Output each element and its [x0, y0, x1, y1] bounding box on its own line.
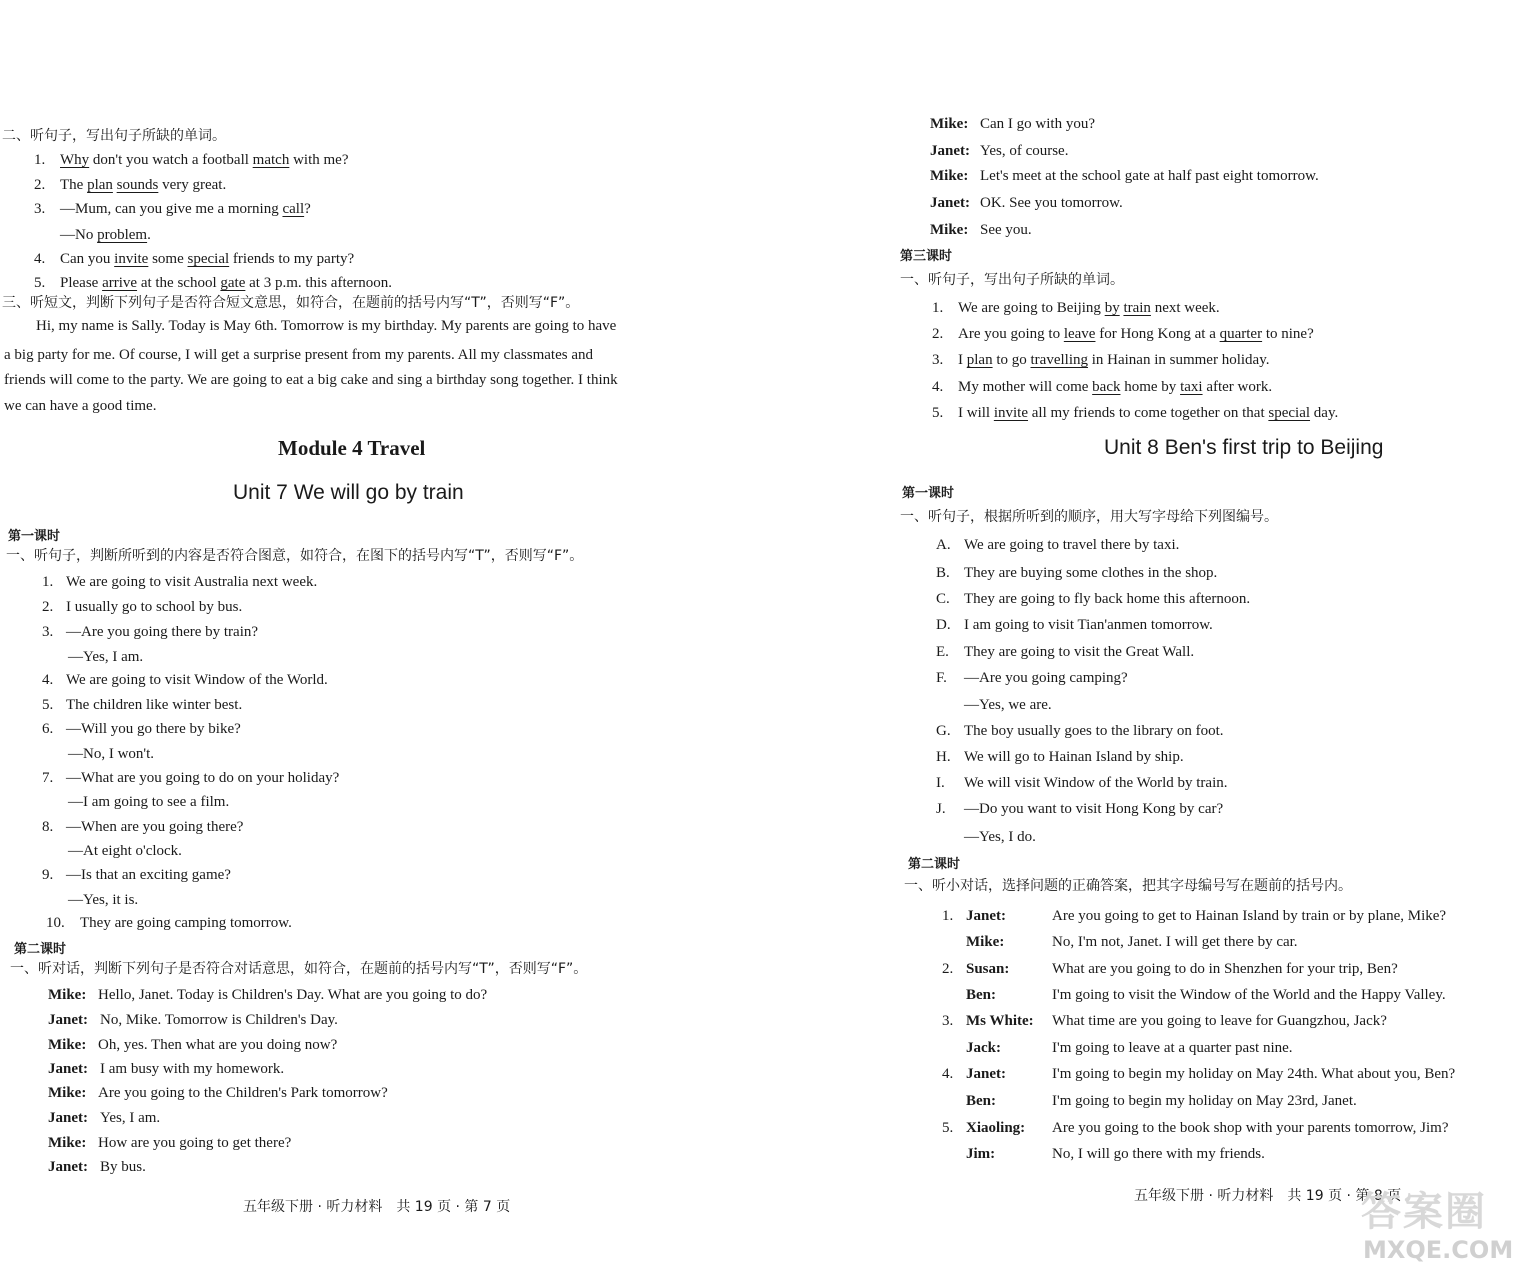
- sentence-text: Can you: [60, 251, 115, 267]
- passage-line: friends will come to the party. We are going to eat a big cake and sing a birthday song together. I think: [4, 372, 618, 388]
- item-text: —Are you going camping?: [964, 670, 1128, 686]
- sentence-text: I will: [958, 405, 994, 421]
- speaker: Mike:: [966, 934, 1005, 950]
- sentence-text: We are going to Beijing: [958, 300, 1105, 316]
- lesson-heading: 第三课时: [900, 249, 953, 264]
- sentence-text: for Hong Kong at a: [1095, 326, 1220, 342]
- speaker: Mike:: [930, 168, 969, 184]
- speaker: Jack:: [966, 1040, 1001, 1056]
- dialog-text: Yes, of course.: [980, 143, 1069, 159]
- item-letter: B.: [936, 565, 950, 581]
- item-number: 4.: [942, 1066, 954, 1082]
- dialog-text: I'm going to begin my holiday on May 23rd, Janet.: [1052, 1093, 1357, 1109]
- answer-blank: invite: [114, 251, 149, 267]
- sentence-text: after work.: [1202, 379, 1273, 395]
- fill-sentence: [958, 298, 1220, 318]
- item-text: I usually go to school by bus.: [66, 599, 243, 615]
- dialog-text: I'm going to leave at a quarter past nine.: [1052, 1040, 1293, 1056]
- fill-sentence: [60, 175, 226, 195]
- sentence-text: day.: [1310, 405, 1339, 421]
- passage-line: we can have a good time.: [4, 398, 157, 414]
- dialog-text: OK. See you tomorrow.: [980, 195, 1123, 211]
- sentence-text: in Hainan in summer holiday.: [1087, 352, 1270, 368]
- speaker: Mike:: [930, 222, 969, 238]
- left-page: [0, 0, 740, 1268]
- passage-line: a big party for me. Of course, I will get a surprise present from my parents. All my classmates and: [4, 347, 594, 363]
- item-text: We will go to Hainan Island by ship.: [964, 749, 1184, 765]
- dialog-text: Let's meet at the school gate at half past eight tomorrow.: [980, 168, 1319, 184]
- answer-blank: call: [282, 201, 305, 217]
- lesson-heading: 第一课时: [8, 529, 61, 544]
- dialog-text: Can I go with you?: [980, 116, 1095, 132]
- section-title: 二、听句子，写出句子所缺的单词。: [2, 128, 226, 144]
- item-text: —Yes, we are.: [964, 697, 1052, 713]
- item-number: 1.: [42, 574, 54, 590]
- item-text: —What are you going to do on your holiday?: [66, 770, 340, 786]
- sentence-text: friends to my party?: [229, 251, 355, 267]
- dialog-text: Are you going to get to Hainan Island by train or by plane, Mike?: [1052, 908, 1447, 924]
- item-text: We are going to visit Window of the World.: [66, 672, 328, 688]
- item-text: —Yes, I do.: [964, 829, 1036, 845]
- answer-blank: plan: [966, 352, 993, 368]
- item-text: —When are you going there?: [66, 819, 244, 835]
- sentence-text: next week.: [1150, 300, 1220, 316]
- fill-sentence: [60, 199, 311, 219]
- instruction: 一、听句子，判断所听到的内容是否符合图意，如符合，在图下的括号内写“T”，否则写“F”。: [6, 548, 584, 564]
- dialog-text: Are you going to the book shop with your parents tomorrow, Jim?: [1052, 1120, 1449, 1136]
- item-letter: D.: [936, 617, 951, 633]
- unit-title: Unit 7 We will go by train: [233, 481, 464, 504]
- instruction: 一、听对话，判断下列句子是否符合对话意思，如符合，在题前的括号内写“T”，否则写“F”。: [10, 961, 588, 977]
- item-number: 4.: [932, 379, 944, 395]
- instruction: 一、听句子，根据所听到的顺序，用大写字母给下列图编号。: [900, 509, 1278, 525]
- sentence-text: home by: [1120, 379, 1181, 395]
- dialog-text: No, I will go there with my friends.: [1052, 1146, 1265, 1162]
- fill-sentence: [958, 403, 1338, 423]
- dialog-text: Yes, I am.: [100, 1110, 161, 1126]
- answer-blank: special: [1268, 405, 1311, 421]
- item-number: 5.: [34, 275, 46, 291]
- item-text: The boy usually goes to the library on foot.: [964, 723, 1224, 739]
- dialog-text: How are you going to get there?: [98, 1135, 292, 1151]
- sentence-text: all my friends to come together on that: [1028, 405, 1269, 421]
- item-text: —Are you going there by train?: [66, 624, 259, 640]
- item-text: They are buying some clothes in the shop.: [964, 565, 1218, 581]
- item-letter: C.: [936, 591, 950, 607]
- speaker: Janet:: [48, 1110, 88, 1126]
- item-text: —Yes, I am.: [68, 649, 144, 665]
- sentence-text: at the school: [137, 275, 221, 291]
- answer-blank: sounds: [116, 177, 159, 193]
- answer-blank: special: [187, 251, 230, 267]
- section-title: 三、听短文，判断下列句子是否符合短文意思，如符合，在题前的括号内写“T”，否则写“F”。: [2, 295, 580, 311]
- dialog-text: See you.: [980, 222, 1032, 238]
- dialog-text: What are you going to do in Shenzhen for your trip, Ben?: [1052, 961, 1398, 977]
- fill-sentence: [958, 350, 1269, 370]
- sentence-text: with me?: [289, 152, 349, 168]
- page-footer: 五年级下册 · 听力材料 共 19 页 · 第 8 页: [1134, 1188, 1402, 1204]
- dialog-text: Hello, Janet. Today is Children's Day. What are you going to do?: [98, 987, 488, 1003]
- speaker: Janet:: [930, 195, 970, 211]
- answer-blank: invite: [993, 405, 1029, 421]
- item-letter: H.: [936, 749, 951, 765]
- answer-blank: gate: [220, 275, 246, 291]
- item-text: —No, I won't.: [68, 746, 155, 762]
- dialog-text: I am busy with my homework.: [100, 1061, 285, 1077]
- answer-blank: problem: [97, 227, 148, 243]
- speaker: Jim:: [966, 1146, 996, 1162]
- item-number: 5.: [942, 1120, 954, 1136]
- speaker: Janet:: [48, 1012, 88, 1028]
- speaker: Mike:: [48, 1135, 87, 1151]
- item-text: —Will you go there by bike?: [66, 721, 241, 737]
- item-number: 4.: [34, 251, 46, 267]
- item-letter: E.: [936, 644, 949, 660]
- speaker: Janet:: [930, 143, 970, 159]
- sentence-text: to nine?: [1262, 326, 1314, 342]
- speaker: Mike:: [930, 116, 969, 132]
- watermark-logo: [1355, 1178, 1535, 1266]
- sentence-text: some: [148, 251, 188, 267]
- speaker: Janet:: [966, 908, 1006, 924]
- item-number: 6.: [42, 721, 54, 737]
- speaker: Susan:: [966, 961, 1010, 977]
- speaker: Ben:: [966, 1093, 996, 1109]
- item-text: —Do you want to visit Hong Kong by car?: [964, 801, 1224, 817]
- answer-blank: plan: [87, 177, 113, 193]
- item-number: 10.: [46, 915, 65, 931]
- sentence-text: Please: [60, 275, 103, 291]
- item-text: We are going to travel there by taxi.: [964, 537, 1180, 553]
- answer-blank: taxi: [1180, 379, 1203, 395]
- sentence-text: ?: [304, 201, 311, 217]
- fill-sentence: [60, 249, 354, 269]
- sentence-text: —No: [60, 227, 98, 243]
- dialog-text: I'm going to begin my holiday on May 24th. What about you, Ben?: [1052, 1066, 1456, 1082]
- answer-blank: arrive: [102, 275, 138, 291]
- item-number: 3.: [34, 201, 46, 217]
- dialog-text: By bus.: [100, 1159, 146, 1175]
- speaker: Mike:: [48, 1037, 87, 1053]
- fill-sentence: [60, 225, 151, 245]
- lesson-heading: 第一课时: [902, 486, 955, 501]
- item-text: —At eight o'clock.: [68, 843, 182, 859]
- item-text: I am going to visit Tian'anmen tomorrow.: [964, 617, 1213, 633]
- dialog-text: I'm going to visit the Window of the World and the Happy Valley.: [1052, 987, 1446, 1003]
- item-number: 1.: [34, 152, 46, 168]
- fill-sentence: [60, 150, 348, 170]
- speaker: Xiaoling:: [966, 1120, 1026, 1136]
- speaker: Janet:: [966, 1066, 1006, 1082]
- dialog-text: What time are you going to leave for Guangzhou, Jack?: [1052, 1013, 1387, 1029]
- item-number: 5.: [42, 697, 54, 713]
- instruction: 一、听句子，写出句子所缺的单词。: [900, 272, 1124, 288]
- sentence-text: to go: [992, 352, 1031, 368]
- watermark-domain: MXQE.COM: [1363, 1236, 1514, 1264]
- item-number: 9.: [42, 867, 54, 883]
- speaker: Mike:: [48, 987, 87, 1003]
- sentence-text: very great.: [158, 177, 227, 193]
- item-number: 8.: [42, 819, 54, 835]
- item-text: They are going to visit the Great Wall.: [964, 644, 1195, 660]
- answer-blank: Why: [60, 152, 90, 168]
- fill-sentence: [958, 324, 1314, 344]
- item-number: 3.: [42, 624, 54, 640]
- dialog-text: No, I'm not, Janet. I will get there by car.: [1052, 934, 1298, 950]
- item-letter: G.: [936, 723, 951, 739]
- lesson-heading: 第二课时: [14, 942, 67, 957]
- lesson-heading: 第二课时: [908, 857, 961, 872]
- speaker: Ms White:: [966, 1013, 1034, 1029]
- item-number: 2.: [942, 961, 954, 977]
- page-footer: 五年级下册 · 听力材料 共 19 页 · 第 7 页: [243, 1199, 511, 1215]
- item-text: —I am going to see a film.: [68, 794, 230, 810]
- item-text: —Yes, it is.: [68, 892, 139, 908]
- answer-blank: travelling: [1030, 352, 1088, 368]
- sentence-text: My mother will come: [958, 379, 1093, 395]
- dialog-text: Oh, yes. Then what are you doing now?: [98, 1037, 338, 1053]
- item-text: We are going to visit Australia next week.: [66, 574, 318, 590]
- item-number: 7.: [42, 770, 54, 786]
- item-number: 2.: [42, 599, 54, 615]
- item-number: 5.: [932, 405, 944, 421]
- item-number: 2.: [932, 326, 944, 342]
- sentence-text: don't you watch a football: [89, 152, 253, 168]
- instruction: 一、听小对话，选择问题的正确答案，把其字母编号写在题前的括号内。: [904, 878, 1352, 894]
- item-text: —Is that an exciting game?: [66, 867, 231, 883]
- item-number: 1.: [942, 908, 954, 924]
- item-text: The children like winter best.: [66, 697, 243, 713]
- item-number: 1.: [932, 300, 944, 316]
- item-letter: F.: [936, 670, 947, 686]
- speaker: Janet:: [48, 1159, 88, 1175]
- dialog-text: No, Mike. Tomorrow is Children's Day.: [100, 1012, 338, 1028]
- answer-blank: match: [252, 152, 290, 168]
- answer-blank: back: [1092, 379, 1121, 395]
- speaker: Mike:: [48, 1085, 87, 1101]
- item-text: They are going to fly back home this afternoon.: [964, 591, 1251, 607]
- item-number: 4.: [42, 672, 54, 688]
- sentence-text: —Mum, can you give me a morning: [60, 201, 283, 217]
- sentence-text: I: [958, 352, 967, 368]
- sentence-text: at 3 p.m. this afternoon.: [245, 275, 393, 291]
- item-letter: I.: [936, 775, 945, 791]
- item-letter: A.: [936, 537, 951, 553]
- passage-line: Hi, my name is Sally. Today is May 6th. Tomorrow is my birthday. My parents are going to have: [36, 318, 617, 334]
- fill-sentence: [958, 377, 1272, 397]
- answer-blank: by: [1104, 300, 1120, 316]
- item-number: 3.: [942, 1013, 954, 1029]
- sentence-text: Are you going to: [958, 326, 1064, 342]
- speaker: Janet:: [48, 1061, 88, 1077]
- speaker: Ben:: [966, 987, 996, 1003]
- dialog-text: Are you going to the Children's Park tomorrow?: [98, 1085, 388, 1101]
- answer-blank: train: [1123, 300, 1151, 316]
- sentence-text: The: [60, 177, 88, 193]
- module-title: Module 4 Travel: [278, 436, 426, 460]
- sentence-text: .: [147, 227, 151, 243]
- item-number: 3.: [932, 352, 944, 368]
- answer-blank: quarter: [1219, 326, 1263, 342]
- fill-sentence: [60, 273, 392, 293]
- item-text: We will visit Window of the World by train.: [964, 775, 1228, 791]
- item-text: They are going camping tomorrow.: [80, 915, 292, 931]
- item-letter: J.: [936, 801, 946, 817]
- unit-title: Unit 8 Ben's first trip to Beijing: [1104, 436, 1384, 459]
- right-page: [900, 0, 1536, 1268]
- item-number: 2.: [34, 177, 46, 193]
- answer-blank: leave: [1063, 326, 1096, 342]
- watermark-text: 答案圈: [1361, 1189, 1487, 1235]
